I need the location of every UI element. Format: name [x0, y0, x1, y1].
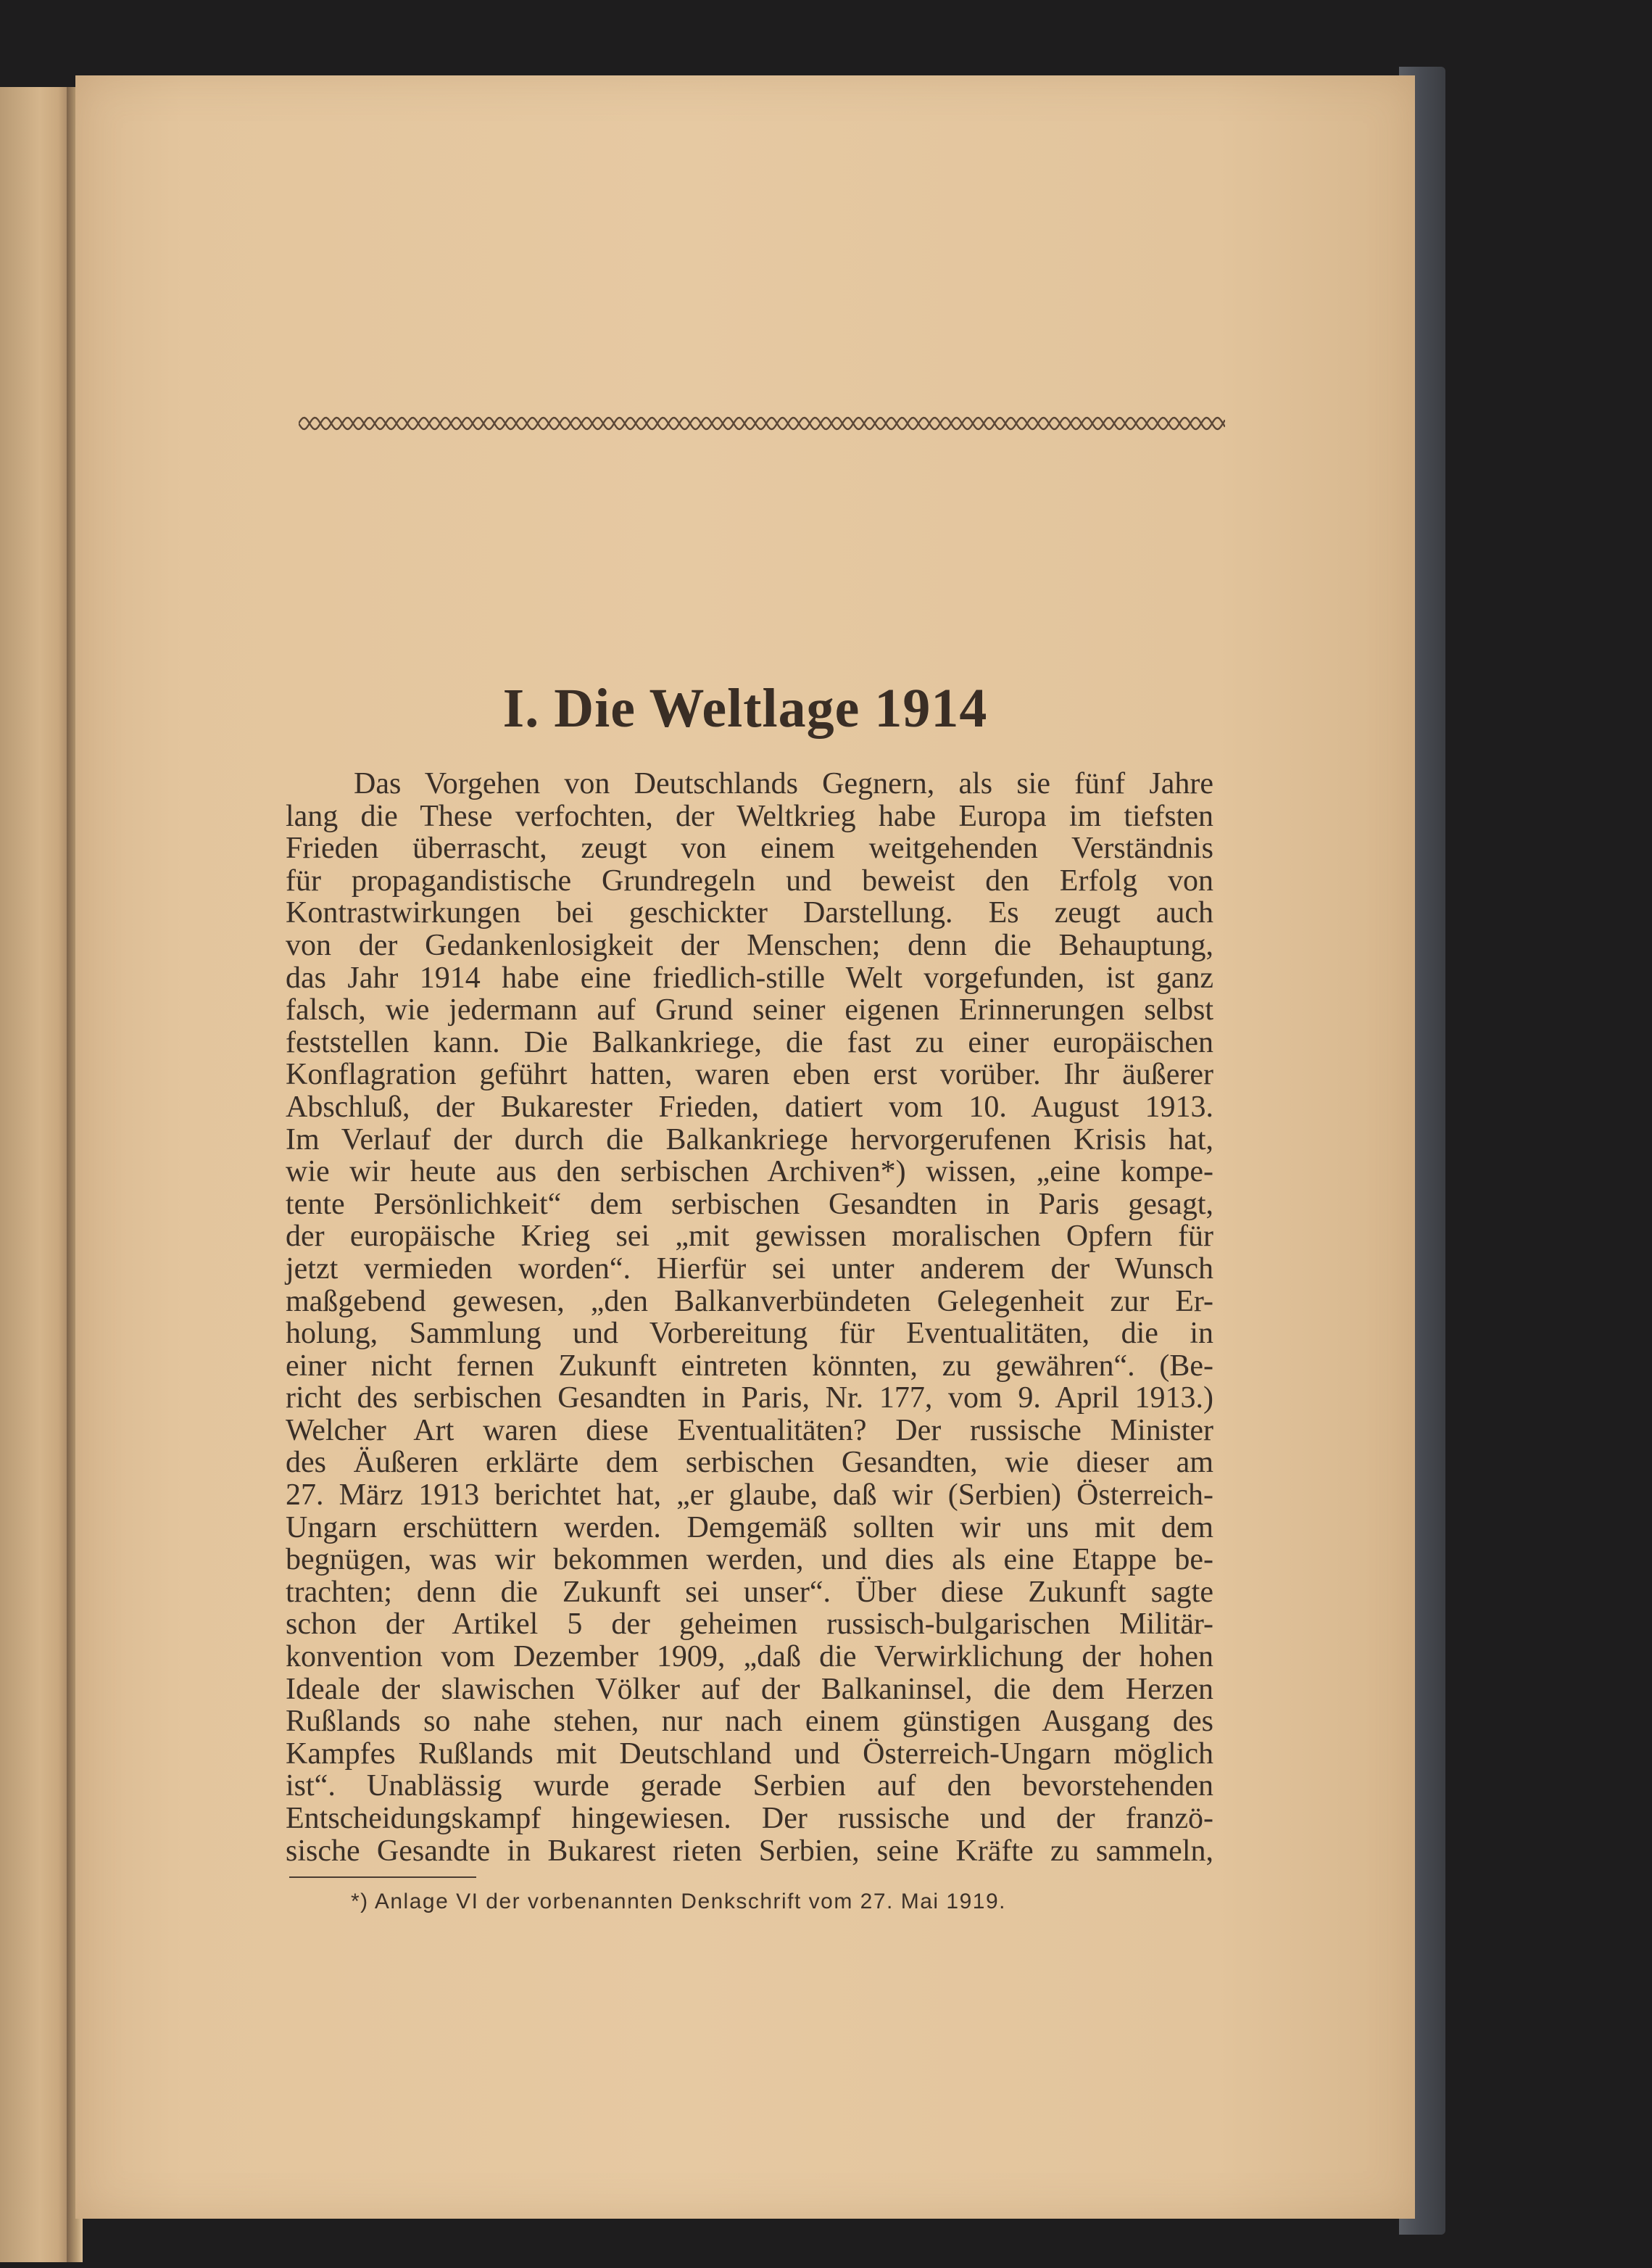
text-line: sische Gesandte in Bukarest rieten Serbien, seine Kräfte zu sammeln, [286, 1834, 1213, 1868]
text-line: jetzt vermieden worden“. Hierfür sei unter anderem der Wunsch [286, 1251, 1213, 1286]
text-line: Kampfes Rußlands mit Deutschland und Österreich-Ungarn möglich [286, 1737, 1213, 1771]
text-line: Ideale der slawischen Völker auf der Balkaninsel, die dem Herzen [286, 1672, 1213, 1706]
text-line: Entscheidungskampf hingewiesen. Der russische und der franzö- [286, 1802, 1213, 1835]
text-line: Ungarn erschüttern werden. Demgemäß sollten wir uns mit dem [286, 1510, 1213, 1544]
text-line: des Äußeren erklärte dem serbischen Gesandten, wie dieser am [286, 1446, 1213, 1480]
left-page-edge [0, 87, 72, 2262]
text-line: Rußlands so nahe stehen, nur nach einem günstigen Ausgang des [286, 1705, 1213, 1739]
footnote-divider [289, 1876, 476, 1878]
text-line: für propagandistische Grundregeln und beweist den Erfolg von [286, 864, 1213, 898]
body-paragraph [286, 768, 1213, 1867]
text-line: Im Verlauf der durch die Balkankriege hervorgerufenen Krisis hat, [286, 1122, 1213, 1156]
text-line: tente Persönlichkeit“ dem serbischen Gesandten in Paris gesagt, [286, 1187, 1213, 1221]
text-line: ist“. Unablässig wurde gerade Serbien auf den bevorstehenden [286, 1769, 1213, 1803]
text-line: von der Gedankenlosigkeit der Menschen; denn die Behauptung, [286, 928, 1213, 962]
text-line: Konflagration geführt hatten, waren eben erst vorüber. Ihr äußerer [286, 1058, 1213, 1092]
text-line: einer nicht fernen Zukunft eintreten könnten, zu gewähren“. (Be- [286, 1349, 1213, 1383]
text-line: maßgebend gewesen, „den Balkanverbündeten Gelegenheit zur Er- [286, 1284, 1213, 1318]
text-line: Abschluß, der Bukarester Frieden, datiert vom 10. August 1913. [286, 1090, 1213, 1124]
text-line: das Jahr 1914 habe eine friedlich-stille Welt vorgefunden, ist ganz [286, 961, 1213, 995]
text-line: Frieden überrascht, zeugt von einem weitgehenden Verständnis [286, 832, 1213, 866]
text-line: falsch, wie jedermann auf Grund seiner eigenen Erinnerungen selbst [286, 993, 1213, 1027]
text-line: der europäische Krieg sei „mit gewissen moralischen Opfern für [286, 1220, 1213, 1254]
text-line: holung, Sammlung und Vorbereitung für Eventualitäten, die in [286, 1317, 1213, 1351]
text-line: konvention vom Dezember 1909, „daß die Verwirklichung der hohen [286, 1640, 1213, 1674]
text-line: begnügen, was wir bekommen werden, und dies als eine Etappe be- [286, 1543, 1213, 1577]
footnote: *) Anlage VI der vorbenannten Denkschrift vom 27. Mai 1919. [351, 1890, 1006, 1913]
text-line: Welcher Art waren diese Eventualitäten? Der russische Minister [286, 1413, 1213, 1447]
text-line: trachten; denn die Zukunft sei unser“. Über diese Zukunft sagte [286, 1575, 1213, 1609]
book-page [75, 75, 1415, 2219]
chapter-title: I. Die Weltlage 1914 [502, 678, 988, 739]
text-line: Das Vorgehen von Deutschlands Gegnern, als sie fünf Jahre [354, 767, 1213, 800]
text-line: richt des serbischen Gesandten in Paris, Nr. 177, vom 9. April 1913.) [286, 1381, 1213, 1415]
text-line: feststellen kann. Die Balkankriege, die fast zu einer europäischen [286, 1025, 1213, 1059]
decorative-ornament-rule [299, 413, 1225, 434]
text-line: wie wir heute aus den serbischen Archiven*) wissen, „eine kompe- [286, 1155, 1213, 1189]
text-line: Kontrastwirkungen bei geschickter Darstellung. Es zeugt auch [286, 896, 1213, 930]
text-line: lang die These verfochten, der Weltkrieg habe Europa im tiefsten [286, 799, 1213, 833]
text-line: schon der Artikel 5 der geheimen russisch-bulgarischen Militär- [286, 1607, 1213, 1642]
text-line: 27. März 1913 berichtet hat, „er glaube, daß wir (Serbien) Österreich- [286, 1478, 1213, 1512]
